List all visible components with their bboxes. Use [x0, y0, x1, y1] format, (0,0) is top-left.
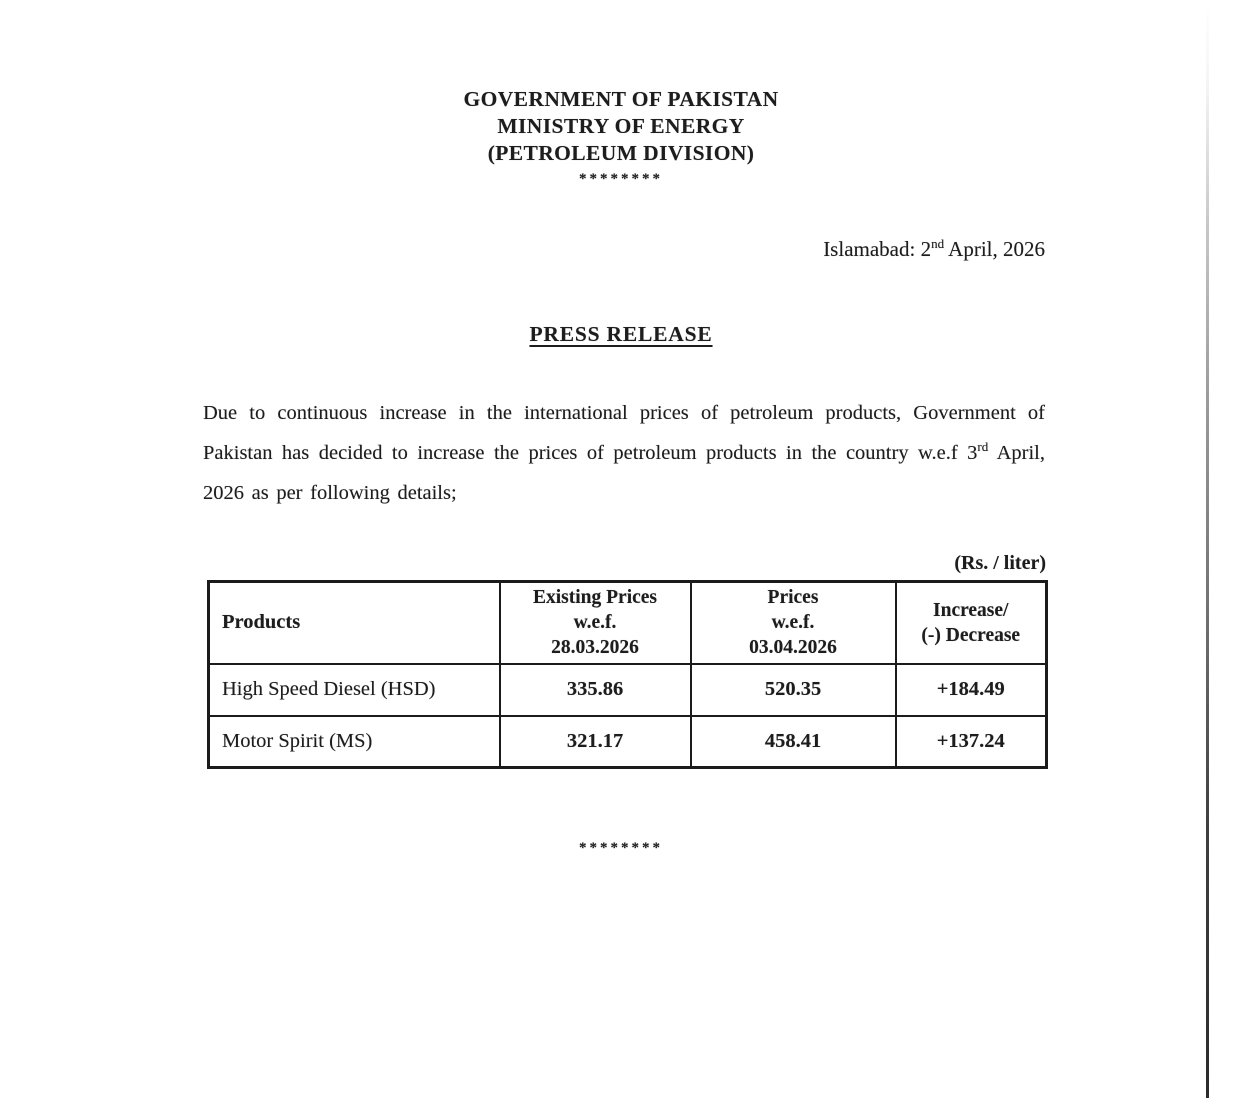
col-header-existing-line2: w.e.f.: [573, 612, 617, 634]
prices-table: [207, 580, 1048, 769]
col-header-existing-line1: Existing Prices: [532, 587, 658, 609]
product-name-cell: Motor Spirit (MS): [209, 716, 500, 768]
letterhead-separator-stars: ********: [579, 171, 663, 187]
body-paragraph: [203, 393, 1045, 513]
change-cell: +184.49: [896, 664, 1047, 716]
letterhead-line-division: (PETROLEUM DIVISION): [487, 141, 755, 165]
letterhead: [0, 86, 1242, 189]
existing-price-cell: 335.86: [500, 664, 691, 716]
revised-price-cell: 520.35: [691, 664, 896, 716]
table-header-row: [209, 582, 1047, 664]
dateline-prefix: Islamabad: 2: [823, 237, 932, 261]
col-header-change: [896, 582, 1047, 664]
col-header-existing-line3: 28.03.2026: [551, 637, 639, 659]
paragraph-text-part1: Due to continuous increase in the international prices of petroleum products, Government of Pakistan has decided to increase the prices of petroleum products in the country w.e.f 3: [203, 402, 1045, 464]
table-row-ms: [209, 716, 1047, 768]
col-header-revised-line2: w.e.f.: [771, 612, 815, 634]
unit-label: (Rs. / liter): [954, 552, 1046, 574]
col-header-change-line2: (-) Decrease: [921, 624, 1021, 646]
existing-price-cell: 321.17: [500, 716, 691, 768]
dateline-suffix: April, 2026: [944, 237, 1045, 261]
col-header-change-line1: Increase/: [933, 599, 1009, 621]
col-header-revised-line3: 03.04.2026: [749, 637, 837, 659]
change-cell: +137.24: [896, 716, 1047, 768]
press-release-title: PRESS RELEASE: [529, 322, 713, 346]
col-header-revised-line1: Prices: [767, 587, 819, 609]
col-header-revised-prices: [691, 582, 896, 664]
footer-stars: ********: [579, 840, 663, 856]
col-header-existing-prices: [500, 582, 691, 664]
paragraph-text-part2: April, 2026 as per following details;: [203, 442, 1045, 504]
table-row-hsd: [209, 664, 1047, 716]
col-header-products: Products: [209, 582, 500, 664]
letterhead-line-government: GOVERNMENT OF PAKISTAN: [463, 87, 779, 111]
dateline-ordinal-superscript: nd: [931, 236, 945, 251]
product-name-cell: High Speed Diesel (HSD): [209, 664, 500, 716]
letterhead-line-ministry: MINISTRY OF ENERGY: [497, 114, 745, 138]
revised-price-cell: 458.41: [691, 716, 896, 768]
paragraph-ordinal-superscript: rd: [977, 439, 989, 455]
dateline: [0, 237, 1045, 262]
